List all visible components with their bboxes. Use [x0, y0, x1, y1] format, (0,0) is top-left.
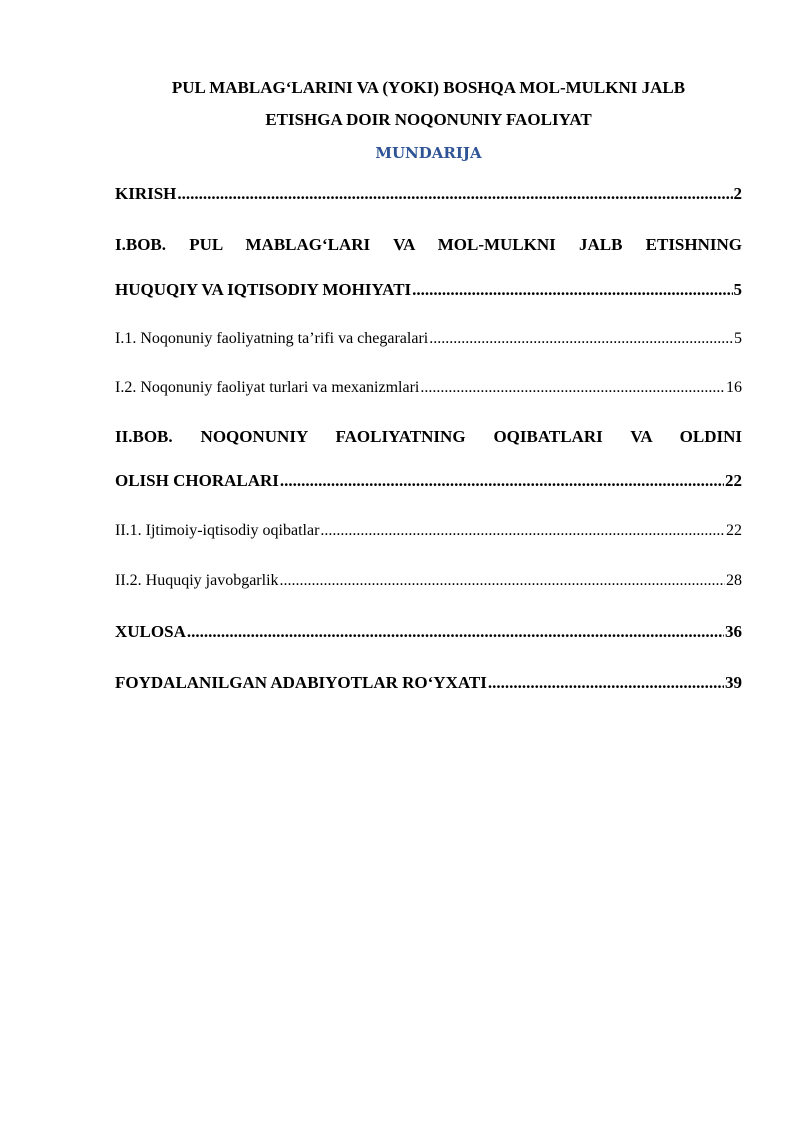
- dot-leader: [177, 183, 732, 205]
- toc-word: PUL: [189, 235, 223, 254]
- toc-word: NOQONUNIY: [200, 427, 308, 446]
- toc-word: FAOLIYATNING: [335, 427, 466, 446]
- toc-entry-kirish[interactable]: [115, 183, 742, 205]
- toc-entry-label: HUQUQIY VA IQTISODIY MOHIYATI: [115, 280, 412, 299]
- toc-word: MOL-MULKNI: [437, 235, 556, 254]
- toc-word: OLDINI: [679, 427, 743, 446]
- toc-entry-chapter-1-line-1[interactable]: [115, 234, 742, 256]
- toc-entry-section-1-1[interactable]: [115, 328, 742, 350]
- dot-leader: [429, 328, 733, 350]
- toc-entry-label: FOYDALANILGAN ADABIYOTLAR RO‘YXATI: [115, 673, 487, 692]
- dot-leader: [488, 672, 724, 694]
- toc-entry-label: OLISH CHORALARI: [115, 471, 279, 490]
- toc-page-number: 2: [733, 184, 742, 203]
- toc-entry-chapter-1-line-2[interactable]: [115, 279, 742, 301]
- document-title-line-1: PUL MABLAG‘LARINI VA (YOKI) BOSHQA MOL-MULKNI JALB: [171, 78, 686, 97]
- toc-entry-chapter-2-line-2[interactable]: [115, 470, 742, 492]
- toc-entry-label: II.1. Ijtimoiy-iqtisodiy oqibatlar: [115, 522, 320, 539]
- toc-entry-section-1-2[interactable]: [115, 377, 742, 399]
- toc-page-number: 16: [726, 379, 742, 396]
- toc-page-number: 22: [725, 471, 742, 490]
- toc-entry-label: I.2. Noqonuniy faoliyat turlari va mexanizmlari: [115, 379, 420, 396]
- dot-leader: [412, 279, 732, 301]
- toc-word: II.BOB.: [115, 427, 173, 446]
- toc-word: OQIBATLARI: [493, 427, 603, 446]
- dot-leader: [280, 470, 724, 492]
- toc-page-number: 5: [733, 280, 742, 299]
- toc-entry-section-2-1[interactable]: [115, 520, 742, 542]
- toc-word: I.BOB.: [115, 235, 167, 254]
- toc-entry-chapter-2-line-1[interactable]: [115, 426, 742, 448]
- toc-page-number: 5: [734, 330, 742, 347]
- toc-entry-section-2-2[interactable]: [115, 570, 742, 592]
- toc-entry-references[interactable]: [115, 672, 742, 694]
- toc-heading: MUNDARIJA: [375, 144, 482, 162]
- toc-entry-label: XULOSA: [115, 622, 186, 641]
- toc-page-number: 22: [726, 522, 742, 539]
- toc-entry-label: I.1. Noqonuniy faoliyatning ta’rifi va chegaralari: [115, 330, 429, 347]
- document-title-line-2: ETISHGA DOIR NOQONUNIY FAOLIYAT: [265, 110, 592, 129]
- toc-page-number: 36: [725, 622, 742, 641]
- toc-page-number: 39: [725, 673, 742, 692]
- toc-word: ETISHNING: [645, 235, 743, 254]
- toc-page-number: 28: [726, 572, 742, 589]
- table-of-contents: [115, 0, 742, 1131]
- dot-leader: [187, 621, 724, 643]
- toc-word: JALB: [578, 235, 623, 254]
- toc-entry-xulosa[interactable]: [115, 621, 742, 643]
- dot-leader: [420, 377, 725, 399]
- toc-word: VA: [630, 427, 652, 446]
- dot-leader: [320, 520, 725, 542]
- toc-word: MABLAG‘LARI: [245, 235, 371, 254]
- toc-entry-label: KIRISH: [115, 184, 177, 203]
- toc-entry-label: II.2. Huquqiy javobgarlik: [115, 572, 279, 589]
- dot-leader: [280, 570, 725, 592]
- toc-word: VA: [393, 235, 415, 254]
